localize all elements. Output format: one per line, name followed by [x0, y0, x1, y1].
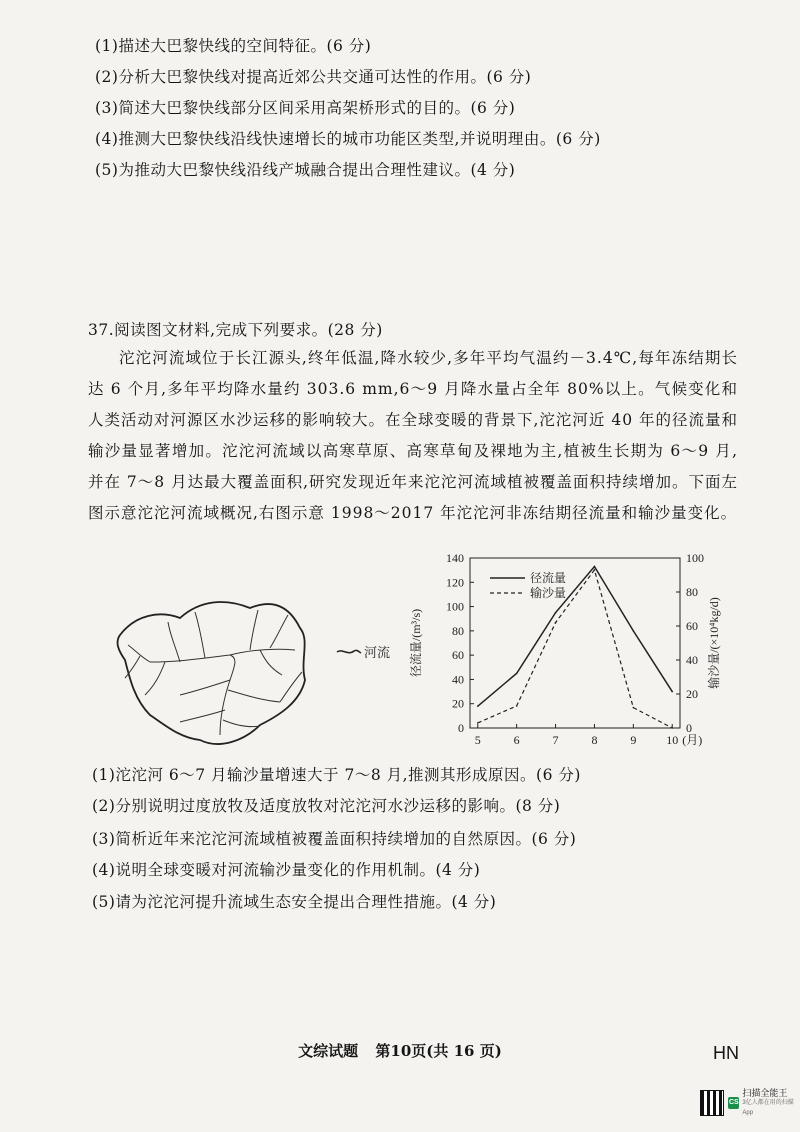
x-tick-label: 5: [474, 733, 481, 747]
footer-page: 第10页(共 16 页): [375, 1042, 502, 1060]
sediment-data-point: [516, 705, 518, 707]
qr-code-icon: [700, 1090, 724, 1116]
x-tick-label: 8: [591, 733, 598, 747]
y-tick-label: 100: [446, 599, 464, 614]
runoff-series-line: [478, 567, 672, 707]
prev-question-1: (1)描述大巴黎快线的空间特征。(6 分): [95, 37, 372, 55]
q37-question-5: (5)请为沱沱河提升流域生态安全提出合理性措施。(4 分): [92, 893, 497, 911]
map-legend-label: 河流: [364, 645, 390, 660]
runoff-data-point: [594, 566, 596, 568]
runoff-sediment-chart: [400, 548, 730, 758]
y2-tick-label: 80: [686, 585, 698, 599]
region-code: HN: [713, 1043, 739, 1063]
q37-passage-text: 沱沱河流域位于长江源头,终年低温,降水较少,多年平均气温约－3.4℃,每年冻结期长达 6 个月,多年平均降水量约 303.6 mm,6～9 月降水量占全年 80%以上。气候变化和人类活动对河源区水沙运移的影响较大。在全球变暖的背景下,沱沱河近 40 年的径流量和输沙量显著增加。沱沱河流域以高寒草原、高寒草甸及裸地为主,植被生长期为 6～9 月,并在 7～8 月达最大覆盖面积,研究发现近年来沱沱河流域植被覆盖面积持续增加。下面左图示意沱沱河流域概况,右图示意 1998～2017 年沱沱河非冻结期径流量和输沙量变化。: [88, 349, 739, 522]
prev-question-5: (5)为推动大巴黎快线沿线产城融合提出合理性建议。(4 分): [95, 161, 516, 179]
runoff-data-point: [633, 630, 635, 632]
y2-axis-label: 输沙量/(×10⁴kg/d): [707, 597, 721, 689]
q37-question-2: (2)分别说明过度放牧及适度放牧对沱沱河水沙运移的影响。(8 分): [92, 797, 561, 815]
y-tick-label: 60: [452, 648, 464, 663]
plot-frame: [470, 558, 680, 728]
y-tick-label: 20: [452, 696, 464, 711]
x-tick-label: 9: [630, 733, 637, 747]
q37-question-1: (1)沱沱河 6～7 月输沙量增速大于 7～8 月,推测其形成原因。(6 分): [92, 766, 581, 784]
scanner-badge: [700, 1088, 800, 1118]
page-footer: [0, 1040, 800, 1061]
y2-tick-label: 40: [686, 653, 698, 667]
x-tick-label: 6: [513, 733, 520, 747]
y-axis-label: 径流量/(m³/s): [409, 608, 423, 678]
watershed-boundary: [118, 602, 305, 744]
runoff-data-point: [477, 705, 479, 707]
y-tick-label: 0: [458, 721, 464, 735]
q37-question-4: (4)说明全球变暖对河流输沙量变化的作用机制。(4 分): [92, 861, 481, 879]
river-legend-icon: [337, 650, 361, 653]
y-tick-label: 120: [446, 575, 464, 590]
sediment-series-line: [478, 570, 672, 728]
y-tick-label: 80: [452, 623, 464, 638]
runoff-data-point: [516, 673, 518, 675]
y-tick-label: 40: [452, 672, 464, 687]
prev-question-3: (3)简述大巴黎快线部分区间采用高架桥形式的目的。(6 分): [95, 99, 516, 117]
sediment-data-point: [555, 622, 557, 624]
q37-heading: 37.阅读图文材料,完成下列要求。(28 分): [88, 321, 383, 339]
x-axis-unit: (月): [682, 733, 703, 747]
footer-subject: 文综试题: [298, 1042, 359, 1060]
y2-tick-label: 0: [686, 721, 692, 735]
watershed-map: [110, 590, 390, 760]
runoff-data-point: [671, 691, 673, 693]
legend-label-sediment: 输沙量: [530, 586, 567, 600]
sediment-data-point: [594, 569, 596, 571]
runoff-data-point: [555, 612, 557, 614]
y2-tick-label: 100: [686, 551, 704, 565]
q37-passage: [88, 343, 738, 529]
sediment-data-point: [633, 707, 635, 709]
y2-tick-label: 60: [686, 619, 698, 633]
x-tick-label: 7: [552, 733, 559, 747]
x-tick-label: 10: [666, 733, 679, 747]
q37-question-3: (3)简析近年来沱沱河流域植被覆盖面积持续增加的自然原因。(6 分): [92, 830, 577, 848]
legend-label-runoff: 径流量: [530, 571, 567, 585]
sediment-data-point: [477, 722, 479, 724]
scanner-badge-title: 扫描全能王: [742, 1088, 788, 1098]
scanner-badge-subtitle: 3亿人都在用的扫描App: [742, 1100, 794, 1116]
scanner-logo-icon: CS: [728, 1097, 739, 1109]
y-tick-label: 140: [446, 551, 464, 565]
prev-question-4: (4)推测大巴黎快线沿线快速增长的城市功能区类型,并说明理由。(6 分): [95, 130, 601, 148]
prev-question-2: (2)分析大巴黎快线对提高近郊公共交通可达性的作用。(6 分): [95, 68, 532, 86]
y2-tick-label: 20: [686, 687, 698, 701]
sediment-data-point: [671, 727, 673, 729]
